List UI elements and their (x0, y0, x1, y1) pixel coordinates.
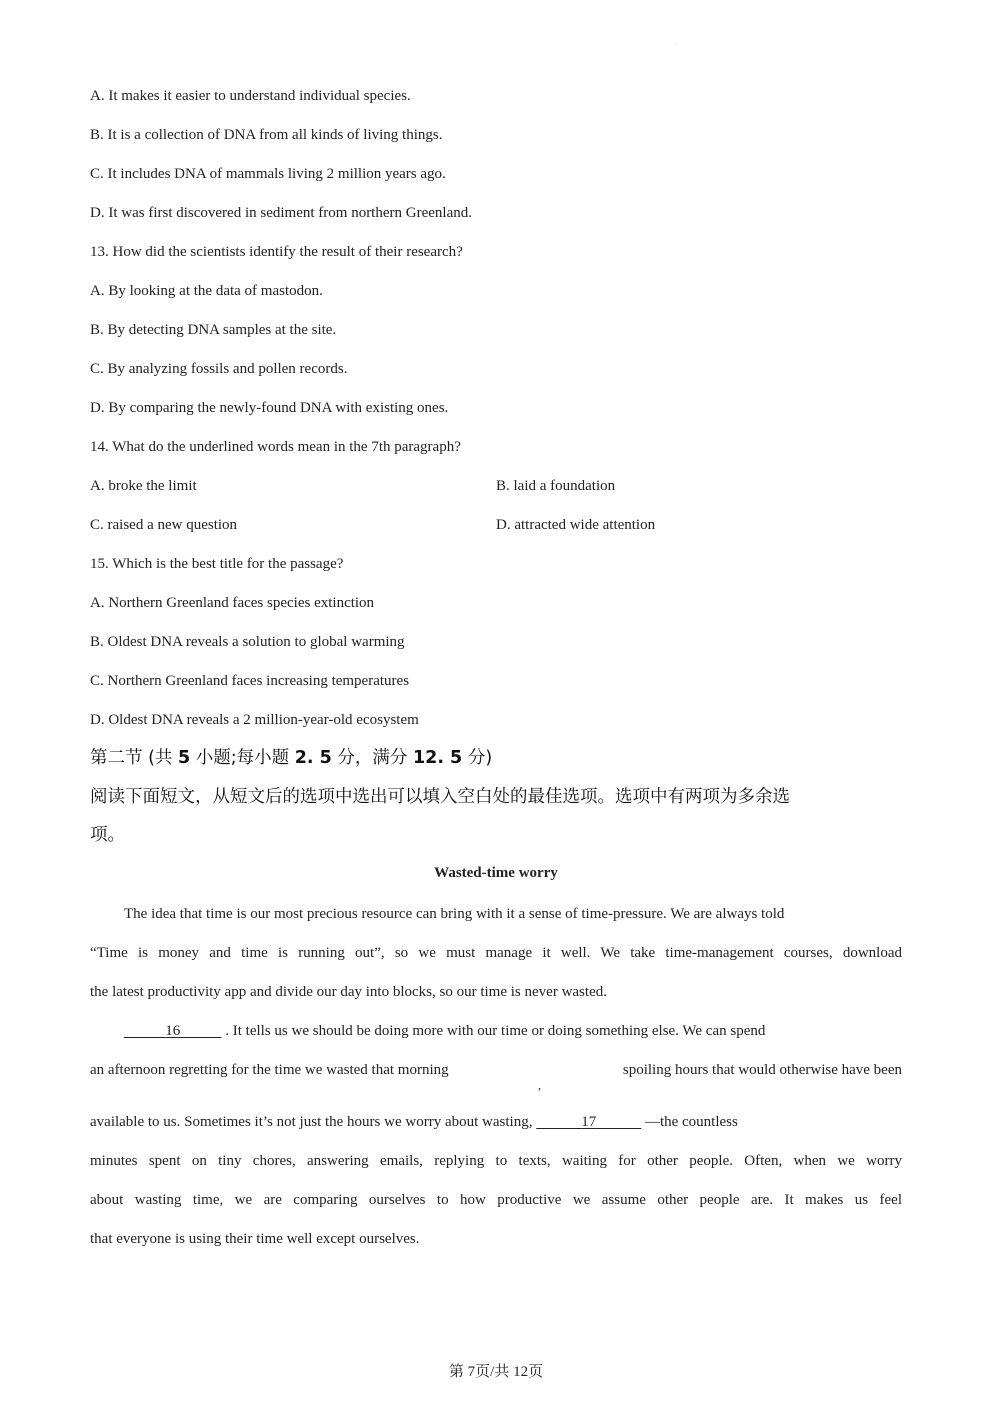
q13-option-a: A. By looking at the data of mastodon. (90, 283, 323, 299)
passage-p2-line1: 16 . It tells us we should be doing more with our time or doing something else. We can spend (124, 1021, 902, 1041)
q13-option-d: D. By comparing the newly-found DNA with existing ones. (90, 400, 449, 416)
passage-p2-line5: about wasting time, we are comparing ourselves to how productive we assume other people are. It makes us feel (90, 1192, 902, 1208)
passage-p1-line2: “Time is money and time is running out”, so we must manage it well. We take time-management courses, download (90, 945, 902, 961)
q12-option-a: A. It makes it easier to understand individual species. (90, 88, 411, 104)
blank-17[interactable]: 17 (581, 1114, 597, 1130)
q15-option-a: A. Northern Greenland faces species extinction (90, 595, 375, 611)
q12-option-c: C. It includes DNA of mammals living 2 million years ago. (90, 166, 446, 182)
q14-option-c: C. raised a new question (90, 517, 238, 533)
q14-option-a: A. broke the limit (90, 478, 197, 494)
q15-stem: 15. Which is the best title for the passage? (90, 556, 344, 572)
q12-option-d: D. It was first discovered in sediment from northern Greenland. (90, 205, 472, 221)
q14-option-b: B. laid a foundation (496, 478, 616, 494)
q15-option-b: B. Oldest DNA reveals a solution to global warming (90, 634, 405, 650)
section-instruction-line1: 阅读下面短文，从短文后的选项中选出可以填入空白处的最佳选项。选项中有两项为多余选 (90, 787, 790, 807)
passage-p2-line2b: spoiling hours that would otherwise have been (622, 1062, 902, 1078)
q13-option-c: C. By analyzing fossils and pollen records. (90, 361, 348, 377)
passage-p1-line1: The idea that time is our most precious resource can bring with it a sense of time-pressure. We are always told (124, 906, 785, 922)
passage-title: Wasted-time worry (434, 865, 558, 881)
q13-option-b: B. By detecting DNA samples at the site. (90, 322, 337, 338)
q15-option-d: D. Oldest DNA reveals a 2 million-year-old ecosystem (90, 712, 419, 728)
section-heading: 第二节 (共 5 小题;每小题 2. 5 分，满分 12. 5 分) (90, 748, 493, 768)
section-instruction-line2: 项。 (90, 825, 125, 845)
q15-option-c: C. Northern Greenland faces increasing temperatures (90, 673, 410, 689)
passage-p2-line2a: an afternoon regretting for the time we wasted that morning (90, 1062, 449, 1078)
passage-p2-line6: that everyone is using their time well except ourselves. (90, 1231, 420, 1247)
page-footer: 第 7页/共 12页 (448, 1364, 544, 1380)
q12-option-b: B. It is a collection of DNA from all kinds of living things. (90, 127, 443, 143)
passage-p1-line3: the latest productivity app and divide our day into blocks, so our time is never wasted. (90, 984, 607, 1000)
blank-16[interactable]: 16 (165, 1023, 181, 1039)
q14-stem: 14. What do the underlined words mean in the 7th paragraph? (90, 439, 461, 455)
q14-option-d: D. attracted wide attention (496, 517, 656, 533)
stray-comma: , (538, 1078, 541, 1092)
passage-p2-line4: minutes spent on tiny chores, answering emails, replying to texts, waiting for other people. Often, when we worry (90, 1153, 902, 1169)
q13-stem: 13. How did the scientists identify the result of their research? (90, 244, 463, 260)
scan-speck: . (675, 40, 677, 46)
passage-p2-line3: available to us. Sometimes it’s not just the hours we worry about wasting, 17 —the countless (90, 1114, 738, 1130)
